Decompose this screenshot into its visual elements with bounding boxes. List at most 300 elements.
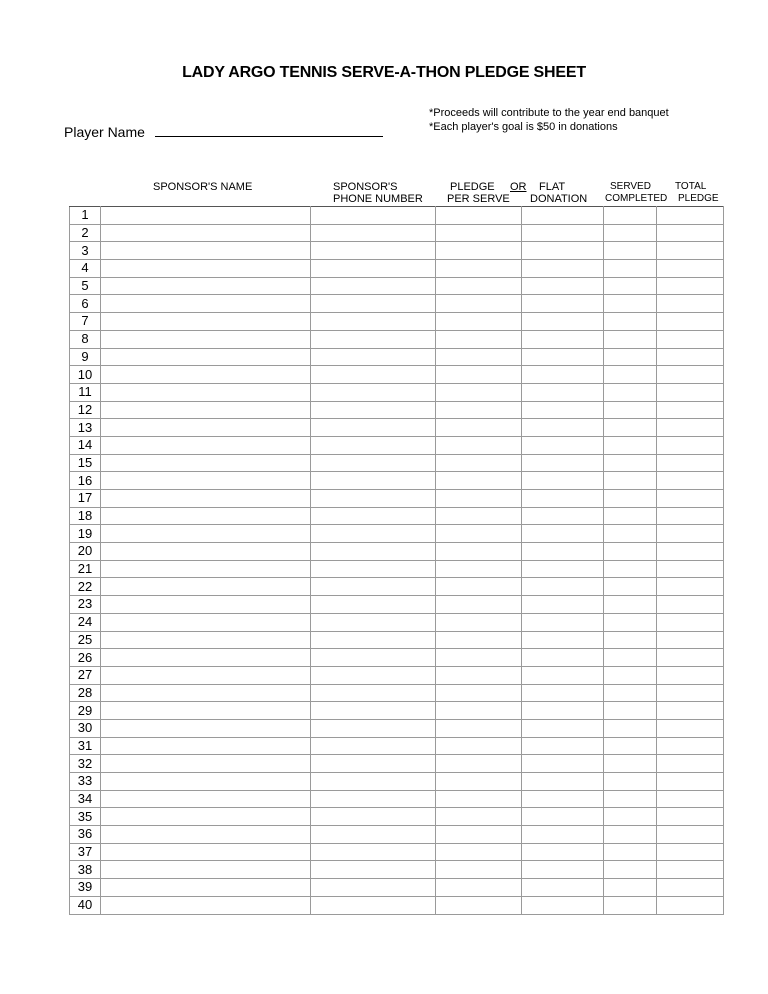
- sponsor-name-cell[interactable]: [101, 436, 311, 454]
- pledge-per-serve-cell[interactable]: [436, 490, 522, 508]
- total-pledge-cell[interactable]: [657, 719, 724, 737]
- flat-donation-cell[interactable]: [522, 578, 604, 596]
- flat-donation-cell[interactable]: [522, 843, 604, 861]
- flat-donation-cell[interactable]: [522, 666, 604, 684]
- phone-cell[interactable]: [311, 896, 436, 914]
- sponsor-name-cell[interactable]: [101, 896, 311, 914]
- pledge-per-serve-cell[interactable]: [436, 790, 522, 808]
- served-completed-cell[interactable]: [604, 861, 657, 879]
- phone-cell[interactable]: [311, 224, 436, 242]
- flat-donation-cell[interactable]: [522, 330, 604, 348]
- phone-cell[interactable]: [311, 348, 436, 366]
- row-number: 11: [70, 383, 101, 401]
- flat-donation-cell[interactable]: [522, 879, 604, 897]
- table-row: [70, 436, 724, 454]
- total-pledge-cell[interactable]: [657, 755, 724, 773]
- served-completed-cell[interactable]: [604, 631, 657, 649]
- sponsor-name-cell[interactable]: [101, 454, 311, 472]
- served-completed-cell[interactable]: [604, 295, 657, 313]
- flat-donation-cell[interactable]: [522, 826, 604, 844]
- pledge-per-serve-cell[interactable]: [436, 826, 522, 844]
- pledge-per-serve-cell[interactable]: [436, 596, 522, 614]
- flat-donation-cell[interactable]: [522, 366, 604, 384]
- sponsor-name-cell[interactable]: [101, 596, 311, 614]
- flat-donation-cell[interactable]: [522, 224, 604, 242]
- sponsor-name-cell[interactable]: [101, 383, 311, 401]
- phone-cell[interactable]: [311, 207, 436, 225]
- sponsor-name-cell[interactable]: [101, 861, 311, 879]
- phone-cell[interactable]: [311, 755, 436, 773]
- pledge-per-serve-cell[interactable]: [436, 578, 522, 596]
- table-row: [70, 808, 724, 826]
- phone-cell[interactable]: [311, 702, 436, 720]
- flat-donation-cell[interactable]: [522, 613, 604, 631]
- table-row: [70, 277, 724, 295]
- served-completed-cell[interactable]: [604, 702, 657, 720]
- flat-donation-cell[interactable]: [522, 207, 604, 225]
- served-completed-cell[interactable]: [604, 313, 657, 331]
- pledge-per-serve-cell[interactable]: [436, 348, 522, 366]
- total-pledge-cell[interactable]: [657, 295, 724, 313]
- pledge-per-serve-cell[interactable]: [436, 419, 522, 437]
- pledge-per-serve-cell[interactable]: [436, 207, 522, 225]
- served-completed-cell[interactable]: [604, 242, 657, 260]
- phone-cell[interactable]: [311, 613, 436, 631]
- pledge-per-serve-cell[interactable]: [436, 861, 522, 879]
- phone-cell[interactable]: [311, 666, 436, 684]
- served-completed-cell[interactable]: [604, 472, 657, 490]
- sponsor-name-cell[interactable]: [101, 348, 311, 366]
- sponsor-name-cell[interactable]: [101, 666, 311, 684]
- pledge-per-serve-cell[interactable]: [436, 702, 522, 720]
- flat-donation-cell[interactable]: [522, 260, 604, 278]
- table-row: [70, 896, 724, 914]
- total-pledge-cell[interactable]: [657, 330, 724, 348]
- table-row: [70, 454, 724, 472]
- sponsor-name-cell[interactable]: [101, 472, 311, 490]
- phone-cell[interactable]: [311, 684, 436, 702]
- row-number: 17: [70, 490, 101, 508]
- phone-cell[interactable]: [311, 560, 436, 578]
- note-proceeds: *Proceeds will contribute to the year end banquet: [429, 107, 669, 119]
- phone-cell[interactable]: [311, 436, 436, 454]
- row-number: 12: [70, 401, 101, 419]
- phone-cell[interactable]: [311, 383, 436, 401]
- sponsor-name-cell[interactable]: [101, 578, 311, 596]
- header-phone: SPONSOR'S PHONE NUMBER: [333, 181, 423, 205]
- pledge-per-serve-cell[interactable]: [436, 472, 522, 490]
- flat-donation-cell[interactable]: [522, 436, 604, 454]
- flat-donation-cell[interactable]: [522, 737, 604, 755]
- sponsor-name-cell[interactable]: [101, 790, 311, 808]
- served-completed-cell[interactable]: [604, 454, 657, 472]
- player-name-label: Player Name: [64, 124, 145, 140]
- row-number: 1: [70, 207, 101, 225]
- served-completed-cell[interactable]: [604, 277, 657, 295]
- flat-donation-cell[interactable]: [522, 419, 604, 437]
- player-name-field[interactable]: [155, 124, 383, 137]
- flat-donation-cell[interactable]: [522, 808, 604, 826]
- phone-cell[interactable]: [311, 277, 436, 295]
- served-completed-cell[interactable]: [604, 383, 657, 401]
- sponsor-name-cell[interactable]: [101, 543, 311, 561]
- phone-cell[interactable]: [311, 507, 436, 525]
- flat-donation-cell[interactable]: [522, 755, 604, 773]
- flat-donation-cell[interactable]: [522, 790, 604, 808]
- served-completed-cell[interactable]: [604, 843, 657, 861]
- header-served-line2: COMPLETED: [605, 193, 668, 204]
- pledge-per-serve-cell[interactable]: [436, 684, 522, 702]
- table-row: [70, 666, 724, 684]
- table-row: [70, 737, 724, 755]
- sponsor-name-cell[interactable]: [101, 507, 311, 525]
- pledge-per-serve-cell[interactable]: [436, 383, 522, 401]
- sponsor-name-cell[interactable]: [101, 843, 311, 861]
- total-pledge-cell[interactable]: [657, 401, 724, 419]
- served-completed-cell[interactable]: [604, 826, 657, 844]
- sponsor-name-cell[interactable]: [101, 401, 311, 419]
- pledge-per-serve-cell[interactable]: [436, 843, 522, 861]
- total-pledge-cell[interactable]: [657, 861, 724, 879]
- served-completed-cell[interactable]: [604, 560, 657, 578]
- table-row: [70, 295, 724, 313]
- total-pledge-cell[interactable]: [657, 631, 724, 649]
- flat-donation-cell[interactable]: [522, 242, 604, 260]
- served-completed-cell[interactable]: [604, 808, 657, 826]
- phone-cell[interactable]: [311, 737, 436, 755]
- row-number: 20: [70, 543, 101, 561]
- served-completed-cell[interactable]: [604, 666, 657, 684]
- row-number: 13: [70, 419, 101, 437]
- sponsor-name-cell[interactable]: [101, 313, 311, 331]
- phone-cell[interactable]: [311, 313, 436, 331]
- phone-cell[interactable]: [311, 472, 436, 490]
- row-number: 16: [70, 472, 101, 490]
- row-number: 35: [70, 808, 101, 826]
- pledge-per-serve-cell[interactable]: [436, 896, 522, 914]
- row-number: 28: [70, 684, 101, 702]
- pledge-per-serve-cell[interactable]: [436, 879, 522, 897]
- served-completed-cell[interactable]: [604, 896, 657, 914]
- phone-cell[interactable]: [311, 843, 436, 861]
- header-served: SERVED: [610, 181, 651, 192]
- row-number: 19: [70, 525, 101, 543]
- sponsor-name-cell[interactable]: [101, 808, 311, 826]
- flat-donation-cell[interactable]: [522, 896, 604, 914]
- sponsor-name-cell[interactable]: [101, 260, 311, 278]
- total-pledge-cell[interactable]: [657, 436, 724, 454]
- served-completed-cell[interactable]: [604, 207, 657, 225]
- phone-cell[interactable]: [311, 401, 436, 419]
- flat-donation-cell[interactable]: [522, 472, 604, 490]
- served-completed-cell[interactable]: [604, 649, 657, 667]
- served-completed-cell[interactable]: [604, 613, 657, 631]
- table-row: [70, 260, 724, 278]
- phone-cell[interactable]: [311, 260, 436, 278]
- total-pledge-cell[interactable]: [657, 560, 724, 578]
- row-number: 30: [70, 719, 101, 737]
- row-number: 4: [70, 260, 101, 278]
- flat-donation-cell[interactable]: [522, 348, 604, 366]
- served-completed-cell[interactable]: [604, 790, 657, 808]
- total-pledge-cell[interactable]: [657, 649, 724, 667]
- row-number: 32: [70, 755, 101, 773]
- phone-cell[interactable]: [311, 242, 436, 260]
- pledge-per-serve-cell[interactable]: [436, 525, 522, 543]
- sponsor-name-cell[interactable]: [101, 242, 311, 260]
- sponsor-name-cell[interactable]: [101, 295, 311, 313]
- flat-donation-cell[interactable]: [522, 295, 604, 313]
- total-pledge-cell[interactable]: [657, 277, 724, 295]
- total-pledge-cell[interactable]: [657, 366, 724, 384]
- total-pledge-cell[interactable]: [657, 773, 724, 791]
- total-pledge-cell[interactable]: [657, 666, 724, 684]
- row-number: 27: [70, 666, 101, 684]
- sponsor-name-cell[interactable]: [101, 737, 311, 755]
- sponsor-name-cell[interactable]: [101, 755, 311, 773]
- served-completed-cell[interactable]: [604, 419, 657, 437]
- sponsor-name-cell[interactable]: [101, 649, 311, 667]
- sponsor-name-cell[interactable]: [101, 224, 311, 242]
- served-completed-cell[interactable]: [604, 260, 657, 278]
- phone-cell[interactable]: [311, 790, 436, 808]
- total-pledge-cell[interactable]: [657, 348, 724, 366]
- table-row: [70, 207, 724, 225]
- flat-donation-cell[interactable]: [522, 525, 604, 543]
- phone-cell[interactable]: [311, 773, 436, 791]
- pledge-per-serve-cell[interactable]: [436, 507, 522, 525]
- sponsor-name-cell[interactable]: [101, 613, 311, 631]
- phone-cell[interactable]: [311, 578, 436, 596]
- row-number: 8: [70, 330, 101, 348]
- flat-donation-cell[interactable]: [522, 702, 604, 720]
- total-pledge-cell[interactable]: [657, 207, 724, 225]
- total-pledge-cell[interactable]: [657, 490, 724, 508]
- table-row: [70, 401, 724, 419]
- flat-donation-cell[interactable]: [522, 490, 604, 508]
- pledge-per-serve-cell[interactable]: [436, 719, 522, 737]
- sponsor-name-cell[interactable]: [101, 419, 311, 437]
- flat-donation-cell[interactable]: [522, 861, 604, 879]
- sponsor-name-cell[interactable]: [101, 773, 311, 791]
- pledge-per-serve-cell[interactable]: [436, 773, 522, 791]
- pledge-per-serve-cell[interactable]: [436, 543, 522, 561]
- row-number: 31: [70, 737, 101, 755]
- served-completed-cell[interactable]: [604, 543, 657, 561]
- table-row: [70, 613, 724, 631]
- row-number: 38: [70, 861, 101, 879]
- sponsor-name-cell[interactable]: [101, 702, 311, 720]
- flat-donation-cell[interactable]: [522, 543, 604, 561]
- served-completed-cell[interactable]: [604, 436, 657, 454]
- total-pledge-cell[interactable]: [657, 737, 724, 755]
- flat-donation-cell[interactable]: [522, 719, 604, 737]
- pledge-per-serve-cell[interactable]: [436, 366, 522, 384]
- row-number: 10: [70, 366, 101, 384]
- table-row: [70, 826, 724, 844]
- total-pledge-cell[interactable]: [657, 896, 724, 914]
- phone-cell[interactable]: [311, 649, 436, 667]
- pledge-per-serve-cell[interactable]: [436, 666, 522, 684]
- served-completed-cell[interactable]: [604, 348, 657, 366]
- served-completed-cell[interactable]: [604, 525, 657, 543]
- table-row: [70, 719, 724, 737]
- served-completed-cell[interactable]: [604, 366, 657, 384]
- served-completed-cell[interactable]: [604, 507, 657, 525]
- phone-cell[interactable]: [311, 525, 436, 543]
- served-completed-cell[interactable]: [604, 401, 657, 419]
- total-pledge-cell[interactable]: [657, 808, 724, 826]
- table-row: [70, 330, 724, 348]
- served-completed-cell[interactable]: [604, 879, 657, 897]
- phone-cell[interactable]: [311, 330, 436, 348]
- total-pledge-cell[interactable]: [657, 702, 724, 720]
- total-pledge-cell[interactable]: [657, 507, 724, 525]
- total-pledge-cell[interactable]: [657, 525, 724, 543]
- served-completed-cell[interactable]: [604, 719, 657, 737]
- flat-donation-cell[interactable]: [522, 313, 604, 331]
- table-row: [70, 755, 724, 773]
- table-row: [70, 348, 724, 366]
- row-number: 40: [70, 896, 101, 914]
- flat-donation-cell[interactable]: [522, 277, 604, 295]
- flat-donation-cell[interactable]: [522, 773, 604, 791]
- total-pledge-cell[interactable]: [657, 684, 724, 702]
- sponsor-name-cell[interactable]: [101, 684, 311, 702]
- phone-cell[interactable]: [311, 596, 436, 614]
- table-row: [70, 684, 724, 702]
- table-row: [70, 578, 724, 596]
- row-number: 5: [70, 277, 101, 295]
- phone-cell[interactable]: [311, 490, 436, 508]
- sponsor-name-cell[interactable]: [101, 719, 311, 737]
- phone-cell[interactable]: [311, 454, 436, 472]
- served-completed-cell[interactable]: [604, 490, 657, 508]
- served-completed-cell[interactable]: [604, 330, 657, 348]
- table-row: [70, 879, 724, 897]
- pledge-per-serve-cell[interactable]: [436, 224, 522, 242]
- total-pledge-cell[interactable]: [657, 260, 724, 278]
- served-completed-cell[interactable]: [604, 596, 657, 614]
- total-pledge-cell[interactable]: [657, 843, 724, 861]
- flat-donation-cell[interactable]: [522, 401, 604, 419]
- phone-cell[interactable]: [311, 879, 436, 897]
- sponsor-name-cell[interactable]: [101, 525, 311, 543]
- flat-donation-cell[interactable]: [522, 684, 604, 702]
- phone-cell[interactable]: [311, 826, 436, 844]
- row-number: 25: [70, 631, 101, 649]
- total-pledge-cell[interactable]: [657, 383, 724, 401]
- total-pledge-cell[interactable]: [657, 419, 724, 437]
- sponsor-name-cell[interactable]: [101, 560, 311, 578]
- flat-donation-cell[interactable]: [522, 454, 604, 472]
- table-row: [70, 472, 724, 490]
- phone-cell[interactable]: [311, 719, 436, 737]
- pledge-per-serve-cell[interactable]: [436, 560, 522, 578]
- flat-donation-cell[interactable]: [522, 631, 604, 649]
- total-pledge-cell[interactable]: [657, 472, 724, 490]
- phone-cell[interactable]: [311, 366, 436, 384]
- table-row: [70, 543, 724, 561]
- phone-cell[interactable]: [311, 419, 436, 437]
- pledge-per-serve-cell[interactable]: [436, 737, 522, 755]
- sponsor-name-cell[interactable]: [101, 277, 311, 295]
- pledge-per-serve-cell[interactable]: [436, 277, 522, 295]
- total-pledge-cell[interactable]: [657, 826, 724, 844]
- flat-donation-cell[interactable]: [522, 383, 604, 401]
- sponsor-name-cell[interactable]: [101, 490, 311, 508]
- total-pledge-cell[interactable]: [657, 596, 724, 614]
- total-pledge-cell[interactable]: [657, 543, 724, 561]
- pledge-per-serve-cell[interactable]: [436, 755, 522, 773]
- pledge-per-serve-cell[interactable]: [436, 631, 522, 649]
- row-number: 29: [70, 702, 101, 720]
- sponsor-name-cell[interactable]: [101, 366, 311, 384]
- pledge-per-serve-cell[interactable]: [436, 613, 522, 631]
- total-pledge-cell[interactable]: [657, 454, 724, 472]
- total-pledge-cell[interactable]: [657, 578, 724, 596]
- sponsor-name-cell[interactable]: [101, 879, 311, 897]
- row-number: 24: [70, 613, 101, 631]
- pledge-per-serve-cell[interactable]: [436, 808, 522, 826]
- phone-cell[interactable]: [311, 631, 436, 649]
- phone-cell[interactable]: [311, 808, 436, 826]
- served-completed-cell[interactable]: [604, 737, 657, 755]
- table-row: [70, 366, 724, 384]
- row-number: 21: [70, 560, 101, 578]
- pledge-per-serve-cell[interactable]: [436, 330, 522, 348]
- total-pledge-cell[interactable]: [657, 613, 724, 631]
- pledge-per-serve-cell[interactable]: [436, 295, 522, 313]
- sponsor-name-cell[interactable]: [101, 826, 311, 844]
- flat-donation-cell[interactable]: [522, 596, 604, 614]
- row-number: 22: [70, 578, 101, 596]
- row-number: 39: [70, 879, 101, 897]
- served-completed-cell[interactable]: [604, 224, 657, 242]
- sponsor-name-cell[interactable]: [101, 330, 311, 348]
- total-pledge-cell[interactable]: [657, 879, 724, 897]
- pledge-per-serve-cell[interactable]: [436, 436, 522, 454]
- served-completed-cell[interactable]: [604, 684, 657, 702]
- table-row: [70, 419, 724, 437]
- served-completed-cell[interactable]: [604, 773, 657, 791]
- served-completed-cell[interactable]: [604, 578, 657, 596]
- phone-cell[interactable]: [311, 295, 436, 313]
- total-pledge-cell[interactable]: [657, 224, 724, 242]
- phone-cell[interactable]: [311, 543, 436, 561]
- flat-donation-cell[interactable]: [522, 560, 604, 578]
- table-row: [70, 242, 724, 260]
- pledge-per-serve-cell[interactable]: [436, 260, 522, 278]
- pledge-per-serve-cell[interactable]: [436, 454, 522, 472]
- pledge-per-serve-cell[interactable]: [436, 401, 522, 419]
- pledge-per-serve-cell[interactable]: [436, 242, 522, 260]
- table-row: [70, 790, 724, 808]
- sponsor-name-cell[interactable]: [101, 631, 311, 649]
- total-pledge-cell[interactable]: [657, 313, 724, 331]
- served-completed-cell[interactable]: [604, 755, 657, 773]
- sponsor-name-cell[interactable]: [101, 207, 311, 225]
- pledge-per-serve-cell[interactable]: [436, 649, 522, 667]
- flat-donation-cell[interactable]: [522, 507, 604, 525]
- flat-donation-cell[interactable]: [522, 649, 604, 667]
- total-pledge-cell[interactable]: [657, 790, 724, 808]
- phone-cell[interactable]: [311, 861, 436, 879]
- total-pledge-cell[interactable]: [657, 242, 724, 260]
- row-number: 26: [70, 649, 101, 667]
- pledge-per-serve-cell[interactable]: [436, 313, 522, 331]
- note-goal: *Each player's goal is $50 in donations: [429, 121, 618, 133]
